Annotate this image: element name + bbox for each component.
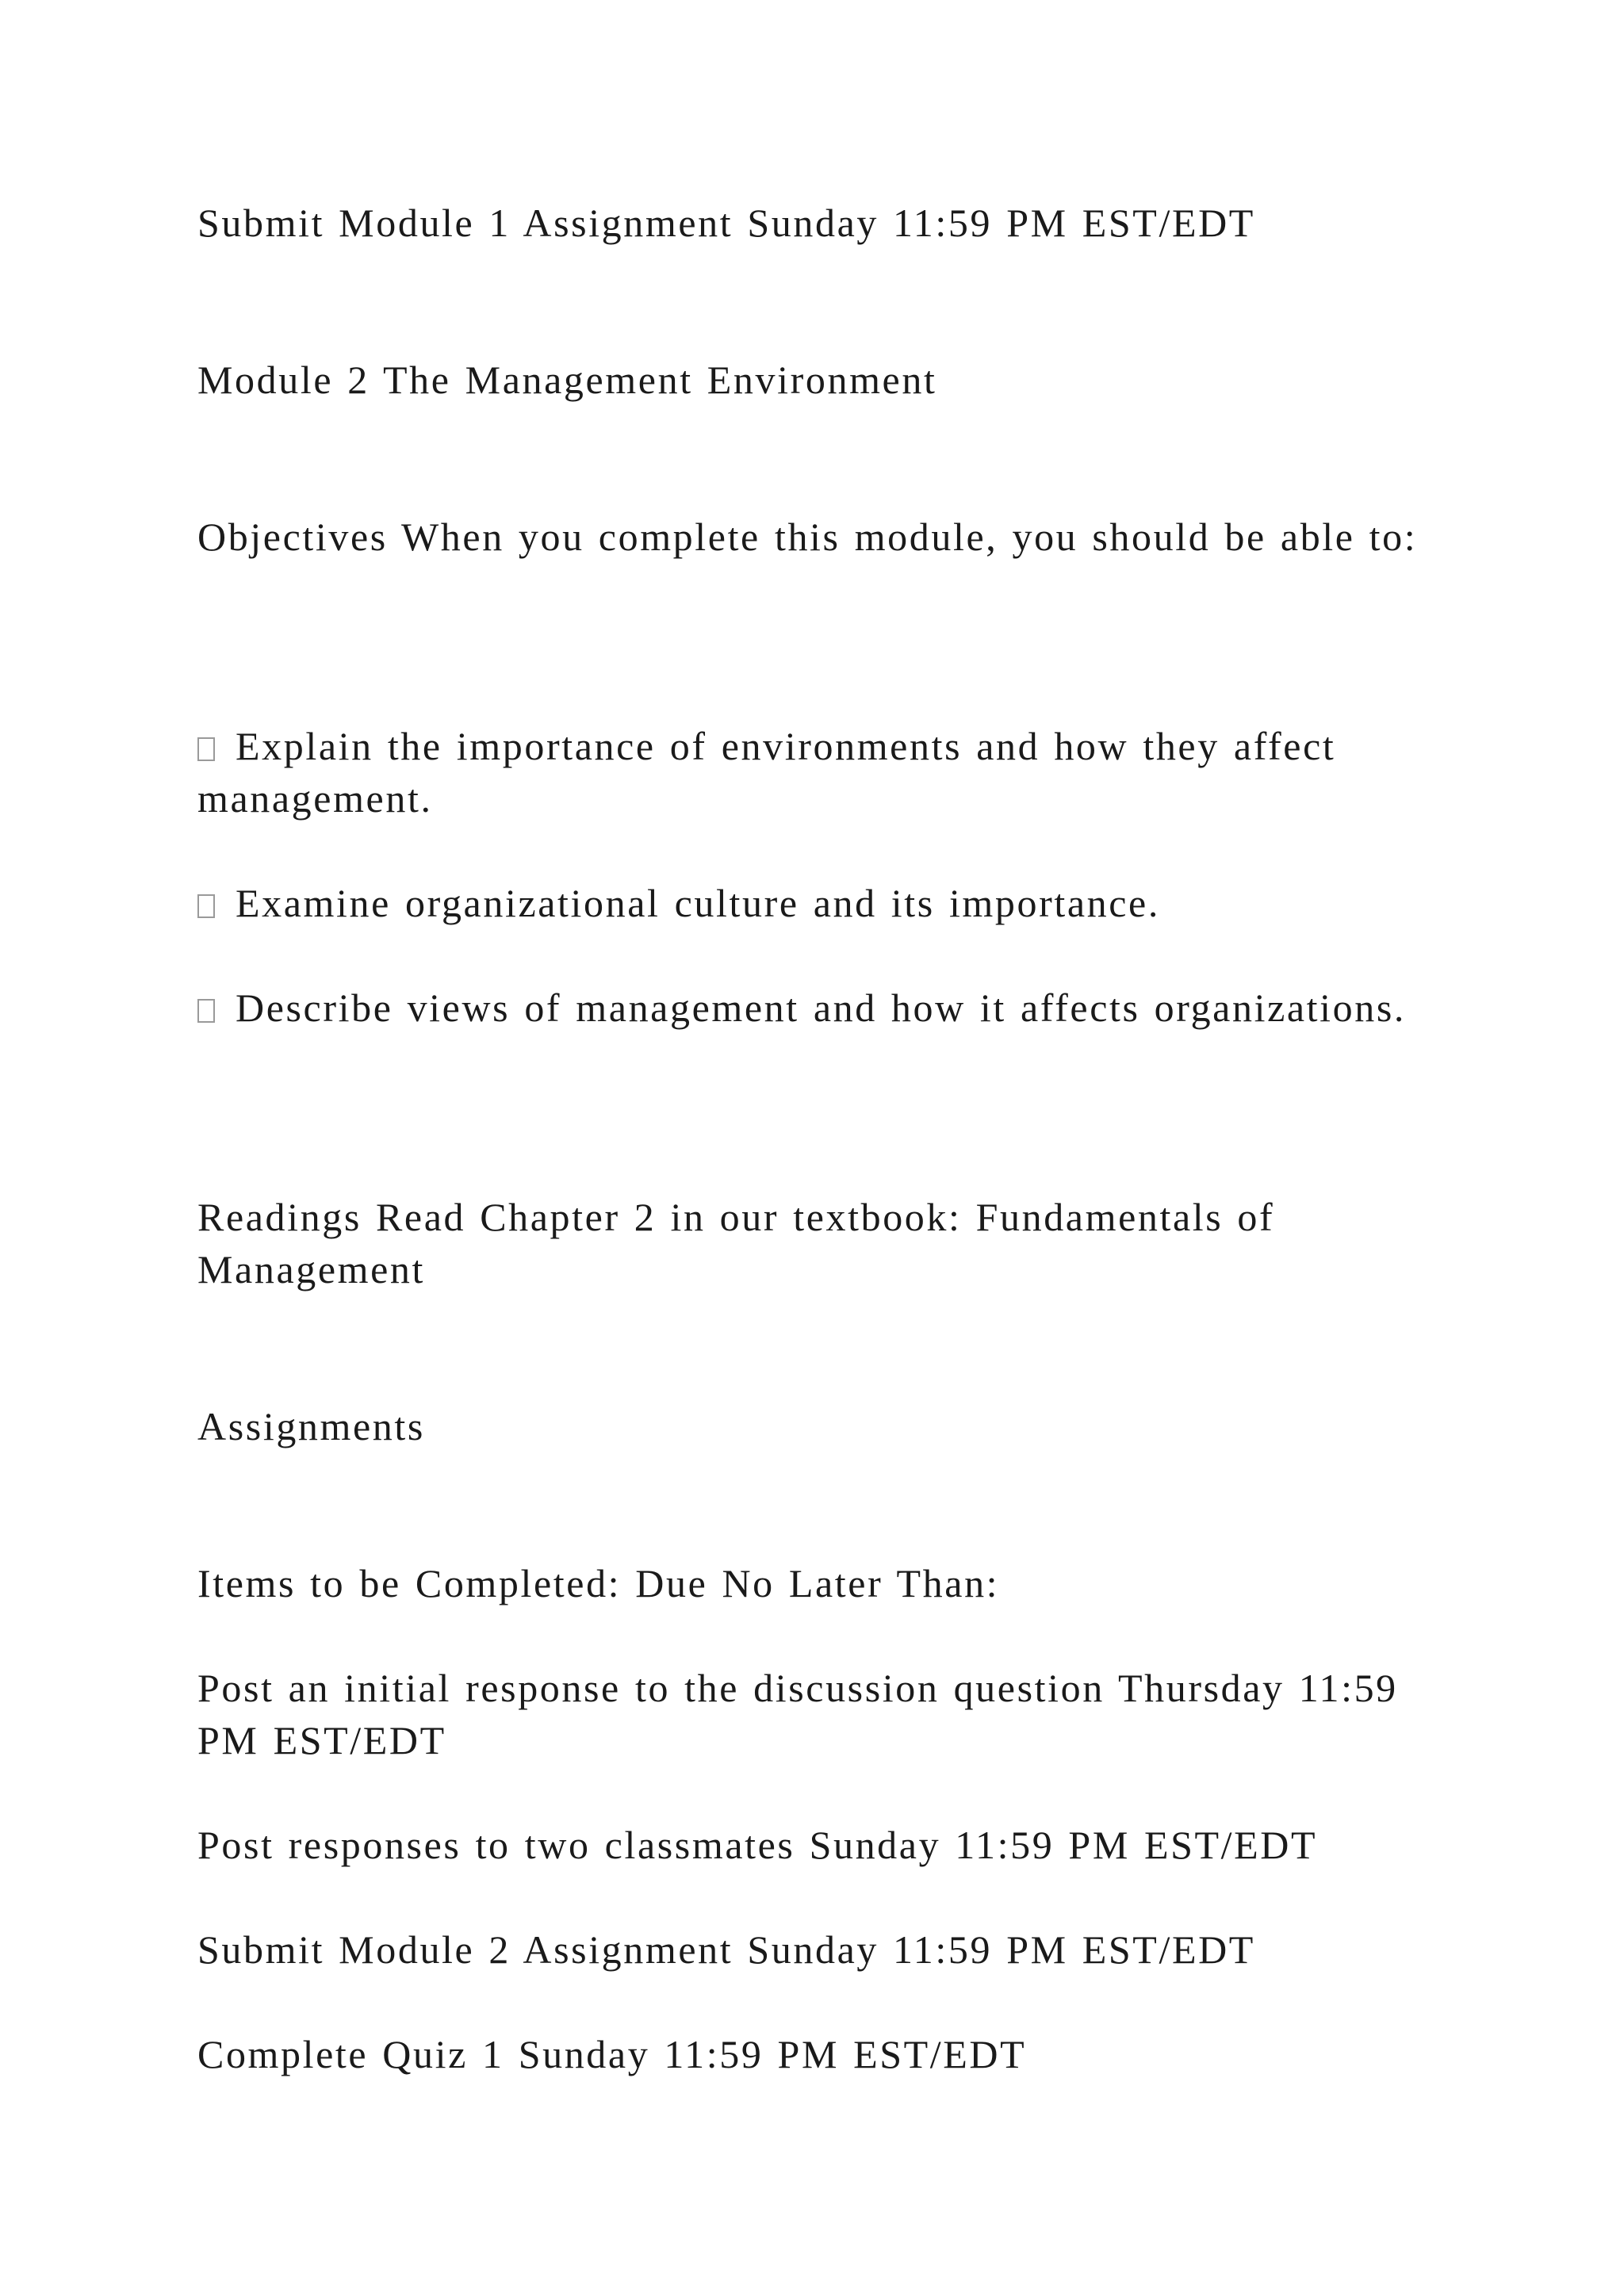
item-line: Post an initial response to the discussion question Thursday 11:59 PM EST/EDT bbox=[197, 1666, 1398, 1762]
readings-line: Readings Read Chapter 2 in our textbook: Fundamentals of Management bbox=[197, 1195, 1275, 1292]
item-line: Post responses to two classmates Sunday 11:59 PM EST/EDT bbox=[197, 1823, 1318, 1867]
objective-item bbox=[197, 877, 1434, 929]
objectives-intro: Objectives When you complete this module, you should be able to: bbox=[197, 515, 1418, 559]
assignments-heading: Assignments bbox=[197, 1404, 425, 1448]
submit-module-1-line: Submit Module 1 Assignment Sunday 11:59 PM EST/EDT bbox=[197, 201, 1255, 245]
item-line: Submit Module 2 Assignment Sunday 11:59 PM EST/EDT bbox=[197, 1927, 1255, 1972]
item-line: Complete Quiz 1 Sunday 11:59 PM EST/EDT bbox=[197, 2032, 1027, 2076]
objective-text: Explain the importance of environments and how they affect management. bbox=[197, 724, 1336, 821]
bullet-icon bbox=[197, 737, 215, 761]
objective-text: Describe views of management and how it affects organizations. bbox=[236, 985, 1406, 1030]
objective-text: Examine organizational culture and its importance. bbox=[236, 881, 1160, 925]
module-heading: Module 2 The Management Environment bbox=[197, 358, 937, 402]
bullet-icon bbox=[197, 894, 215, 918]
objective-item bbox=[197, 982, 1434, 1034]
items-header: Items to be Completed: Due No Later Than: bbox=[197, 1561, 1000, 1605]
objective-item bbox=[197, 720, 1434, 825]
bullet-icon bbox=[197, 999, 215, 1023]
